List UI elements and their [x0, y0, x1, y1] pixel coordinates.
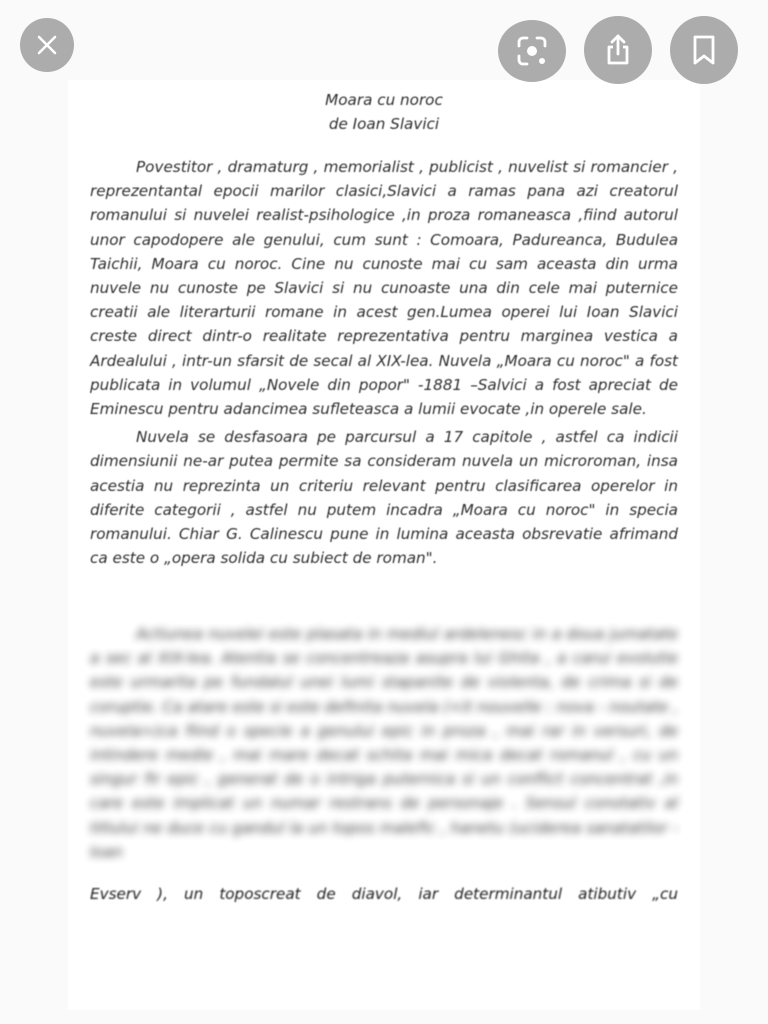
close-button[interactable] — [20, 18, 74, 72]
bookmark-icon — [691, 34, 717, 66]
bookmark-button[interactable] — [670, 16, 738, 84]
lens-search-button[interactable] — [498, 20, 566, 82]
document-text — [90, 88, 678, 574]
document-title: Moara cu noroc — [325, 91, 443, 109]
blurred-preview-text — [90, 622, 678, 868]
share-icon — [603, 33, 633, 67]
paragraph-2: Nuvela se desfasoara pe parcursul a 17 capitole , astfel ca indicii dimensiunii ne-ar putea permite sa consideram nuvela un microroman, insa acestia nu reprezinta un criteriu relevant pentru clasificarea operelor in diferite categorii , astfel nu putem incadra „Moara cu noroc" in specia romanului. Chiar G. Calinescu pune in lumina aceasta obsrevatie afrimand ca este o „opera solida cu subiect de roman". — [90, 428, 678, 568]
last-visible-line: Evserv ), un toposcreat de diavol, iar determinantul atibutiv „cu — [90, 885, 678, 903]
paragraph-1: Povestitor , dramaturg , memorialist , publicist , nuvelist si romancier , reprezentantal epocii marilor clasici,Slavici a ramas pana azi creatorul romanului si nuvelei realist-psihologice ,in proza romaneasca ,fiind autorul unor capodopere ale genului, cum sunt : Comoara, Padureanca, Budulea Taichii, Moara cu noroc. Cine nu cunoste mai cu sam aceasta din urma nuvele nu cunoste pe Slavici si nu cunoaste una din cele mai puternice creatii ale literarturii romane in acest gen.Lumea operei lui Ioan Slavici creste direct dintr-o realitate reprezentativa pentru marginea vestica a Ardealului , intr-un sfarsit de secal al XIX-lea. Nuvela „Moara cu noroc" a fost publicata in volumul „Novele din popor" -1881 –Salvici a fost apreciat de Eminescu pentru adancimea sufleteasca a lumii evocate ,in operele sale. — [90, 158, 678, 419]
title-block — [90, 88, 678, 136]
document-author: de Ioan Slavici — [328, 115, 440, 133]
lens-search-icon — [515, 34, 549, 68]
close-icon — [35, 33, 59, 57]
paragraph-3: Actiunea nuvelei este plasata in mediul ardelenesc in a doua jumatate a sec al XIX-lea. Atentia se concentreaza asupra lui Ghita , a carui evolutie este urmarita pe fundalul unei lumi stapanite de violenta, de crima si de coruptie. Ca atare este si este definita nuvela (<it nouvelle : nova - noutate , nuvela>)ca fiind o specie a genului epic in proza , mai rar in versuri, de intindere medie , mai mare decat schita mai mica decat romanul , cu un singur fir epic , generat de o intriga puternica si un conflict concentrat ,in care este implicat un numar restrans de personaje . Sensul conotativ al titlului ne duce cu gandul la un topos malefic , hanetu (uciderea sanatatilor - Ioan — [90, 625, 678, 861]
share-button[interactable] — [584, 16, 652, 84]
